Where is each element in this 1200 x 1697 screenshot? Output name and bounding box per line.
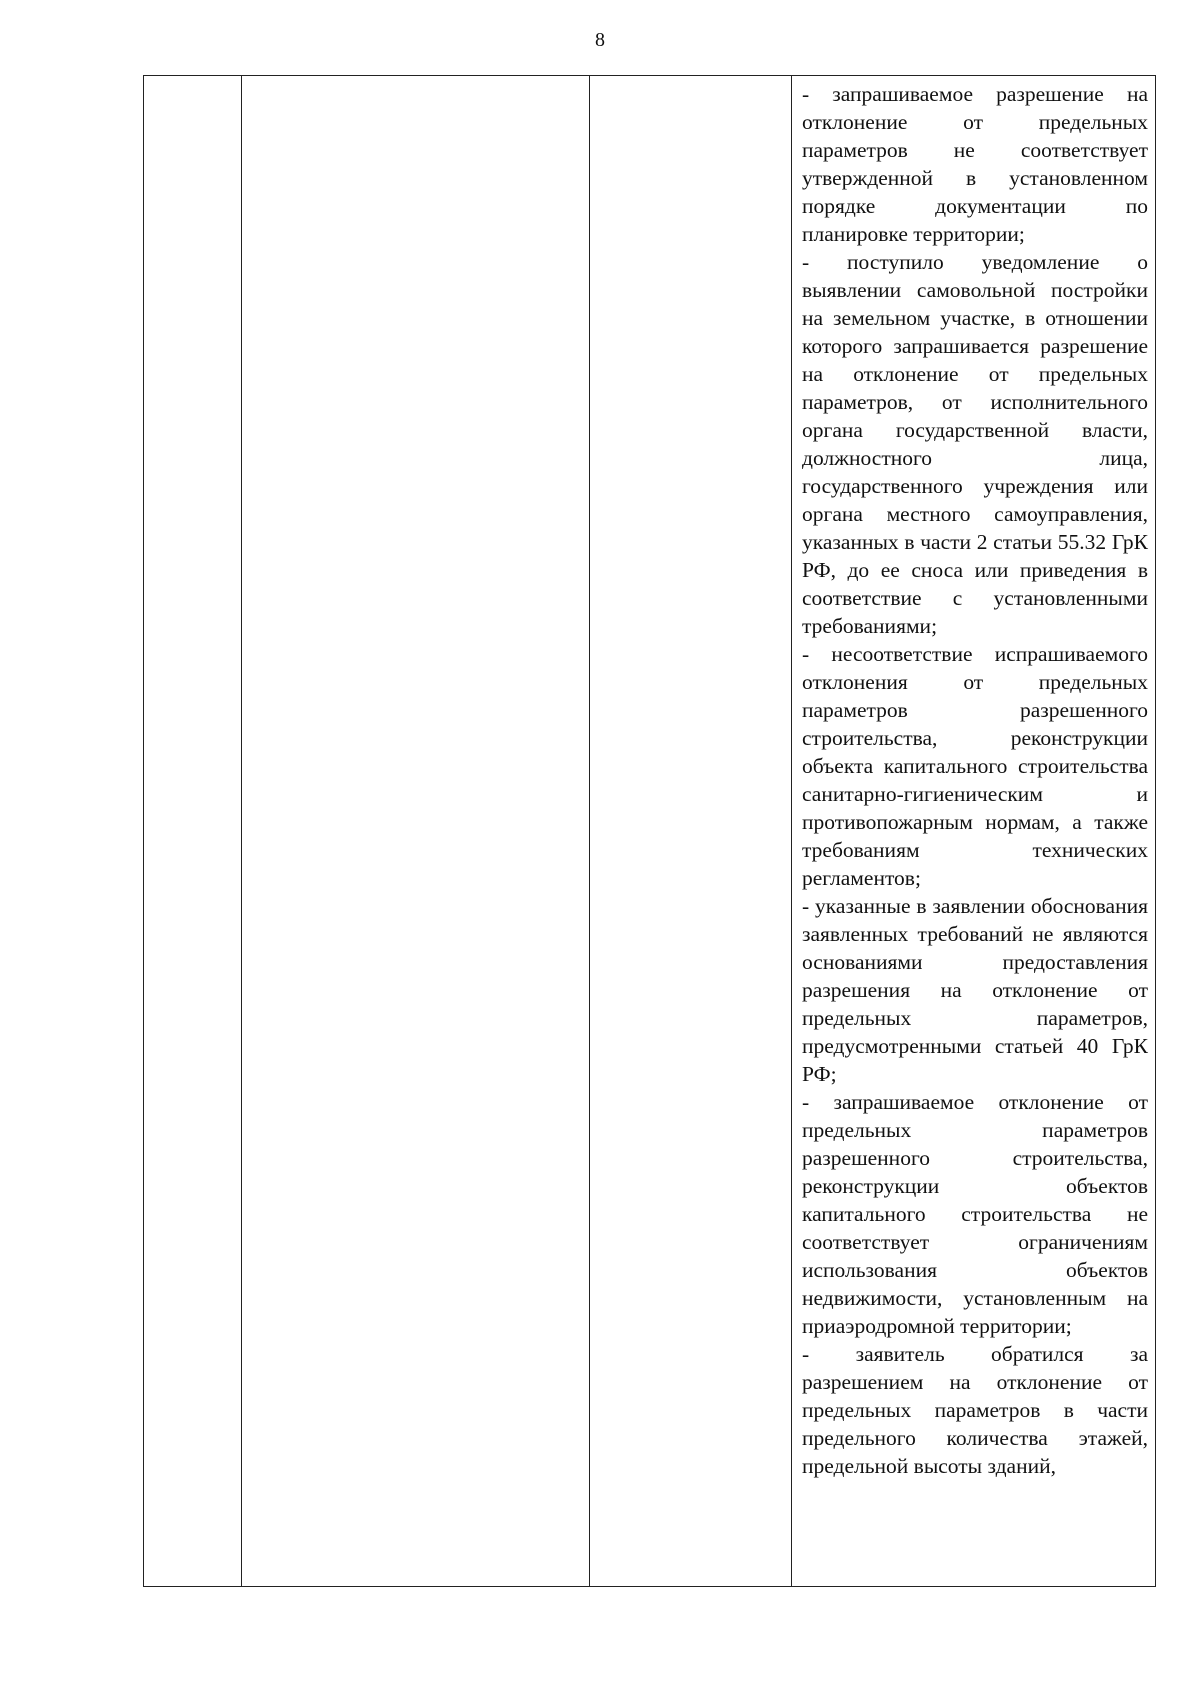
page-number: 8 — [595, 29, 605, 51]
table-cell-column-3 — [590, 76, 792, 1587]
refusal-ground-paragraph: - запрашиваемое разрешение на отклонение от предельных параметров не соответствует утвержденной в установленном порядке документации по планировке территории; — [802, 82, 1148, 246]
table-row — [144, 76, 1156, 1587]
refusal-ground-paragraph: - запрашиваемое отклонение от предельных параметров разрешенного строительства, реконструкции объектов капитального строительства не соответствует ограничениям использования объектов недвижимости, установленным на приаэродромной территории; — [802, 1090, 1148, 1338]
table-cell-column-1 — [144, 76, 242, 1587]
table-cell-column-2 — [242, 76, 590, 1587]
refusal-ground-paragraph: - указанные в заявлении обоснования заявленных требований не являются основаниями предоставления разрешения на отклонение от предельных параметров, предусмотренными статьей 40 ГрК РФ; — [802, 894, 1148, 1086]
document-table — [143, 75, 1156, 1587]
table-cell-column-4 — [792, 76, 1156, 1587]
refusal-ground-paragraph: - поступило уведомление о выявлении самовольной постройки на земельном участке, в отношении которого запрашивается разрешение на отклонение от предельных параметров, от исполнительного органа государственной власти, должностного лица, государственного учреждения или органа местного самоуправления, указанных в части 2 статьи 55.32 ГрК РФ, до ее сноса или приведения в соответствие с установленными требованиями; — [802, 250, 1148, 638]
refusal-ground-paragraph: - несоответствие испрашиваемого отклонения от предельных параметров разрешенного строительства, реконструкции объекта капитального строительства санитарно-гигиеническим и противопожарным нормам, а также требованиям технических регламентов; — [802, 642, 1148, 890]
refusal-grounds-text — [792, 76, 1155, 1480]
refusal-ground-paragraph: - заявитель обратился за разрешением на отклонение от предельных параметров в части предельного количества этажей, предельной высоты зданий, — [802, 1342, 1148, 1478]
